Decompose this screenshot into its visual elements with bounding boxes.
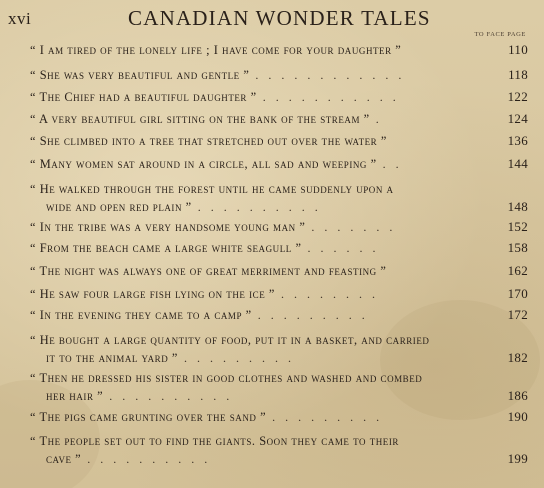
list-item [30,155,528,173]
dot-leader: ......... [257,308,375,322]
entry-page-number: 172 [507,307,528,322]
entry-caption: wide and open red plain ” [46,200,192,214]
dot-leader: .......... [87,452,218,466]
list-item [30,110,528,128]
entry-caption: “ The pigs came grunting over the sand ” [30,410,267,424]
entry-caption-continuation [30,387,528,405]
entry-caption-line [30,239,528,257]
entry-caption: “ Then he dressed his sister in good clothes and washed and combed [30,371,423,385]
list-item [30,331,528,367]
entry-caption-continuation [30,198,528,216]
entry-page-number: 199 [507,451,528,466]
dot-leader: .......... [197,200,328,214]
entry-page-number: 190 [507,409,528,424]
entry-caption-line [30,408,528,426]
dot-leader: . [375,112,389,126]
entry-page-number: 152 [507,219,528,234]
entry-caption: “ From the beach came a large white seagull ” [30,241,302,255]
entry-caption-line [30,41,528,59]
dot-leader: ............ [255,68,412,82]
entry-caption-continuation [30,349,528,367]
entry-page-number: 186 [507,388,528,403]
entry-page-number: 110 [508,42,528,57]
entry-page-number: 118 [508,67,528,82]
dot-leader: ......... [183,351,301,365]
entry-caption: “ A very beautiful girl sitting on the bank of the stream ” [30,112,370,126]
entry-caption: “ He walked through the forest until he came suddenly upon a [30,182,394,196]
list-item [30,408,528,426]
entry-caption-line [30,285,528,303]
running-title: CANADIAN WONDER TALES [128,6,431,30]
entry-caption: “ The people set out to find the giants. Soon they came to their [30,434,399,448]
entry-caption: “ He saw four large fish lying on the ice ” [30,287,275,301]
list-item [30,218,528,236]
entry-caption-line [30,432,528,450]
entry-caption: “ Many women sat around in a circle, all sad and weeping ” [30,157,377,171]
entry-caption: “ The Chief had a beautiful daughter ” [30,90,257,104]
list-item [30,369,528,405]
entry-page-number: 148 [507,199,528,214]
entry-caption-line [30,218,528,236]
dot-leader: ......... [272,410,390,424]
dot-leader: ........ [280,287,385,301]
list-item [30,41,528,59]
dot-leader: ....... [311,220,403,234]
list-item [30,306,528,324]
list-item [30,262,528,280]
entry-page-number: 124 [507,111,528,126]
entry-caption: “ He bought a large quantity of food, put it in a basket, and carried [30,333,430,347]
entry-caption: her hair ” [46,389,104,403]
entry-caption: “ The night was always one of great merriment and feasting ” [30,264,387,278]
entry-caption-line [30,88,528,106]
entry-caption: cave ” [46,452,82,466]
entry-caption-line [30,306,528,324]
list-item [30,132,528,150]
entry-page-number: 136 [507,133,528,148]
dot-leader: .......... [109,389,240,403]
entry-caption-line [30,132,528,150]
entry-page-number: 170 [507,286,528,301]
dot-leader: .. [382,157,409,171]
entry-caption: “ She climbed into a tree that stretched out over the water ” [30,134,387,148]
entry-caption: “ I am tired of the lonely life ; I have come for your daughter ” [30,43,402,57]
entry-caption-line [30,331,528,349]
entry-caption: “ She was very beautiful and gentle ” [30,68,250,82]
list-item [30,180,528,216]
entry-caption-line [30,66,528,84]
entry-caption-line [30,110,528,128]
entry-page-number: 158 [507,240,528,255]
list-item [30,432,528,468]
entry-caption-line [30,180,528,198]
list-item [30,88,528,106]
entry-caption-continuation [30,450,528,468]
entry-caption: “ In the evening they came to a camp ” [30,308,252,322]
entry-caption-line [30,369,528,387]
entry-page-number: 182 [507,350,528,365]
dot-leader: ...... [307,241,386,255]
column-label: TO FACE PAGE [474,31,526,38]
dot-leader: ........... [262,90,406,104]
list-item [30,66,528,84]
entry-page-number: 162 [507,263,528,278]
entry-page-number: 122 [507,89,528,104]
entry-caption: it to the animal yard ” [46,351,178,365]
list-item [30,239,528,257]
entry-caption-line [30,262,528,280]
entry-caption: “ In the tribe was a very handsome young man ” [30,220,306,234]
page-folio: xvi [8,9,32,28]
entry-page-number: 144 [507,156,528,171]
list-item [30,285,528,303]
entry-caption-line [30,155,528,173]
